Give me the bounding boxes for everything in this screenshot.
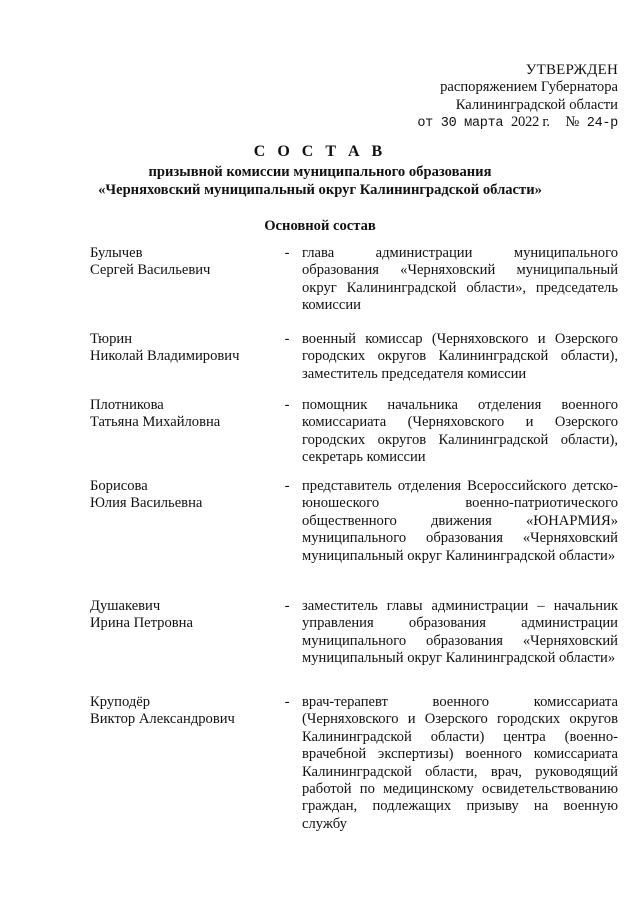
member-role: врач-терапевт военного комиссариата (Черняховского и Озерского городских округов Калининградской области) центра (военно-врачебной экспертизы) военного комиссариата Калининградской области, врач, руководящий работой по медицинскому освидетельствованию граждан, подлежащих призыву на военную службу (302, 694, 618, 832)
member-name (90, 598, 280, 633)
document-title-block (0, 143, 640, 199)
date-year: 2022 г. (511, 114, 550, 131)
member-given-names: Николай Владимирович (90, 348, 240, 365)
member-separator: - (284, 478, 290, 494)
date-day-month: 30 марта (440, 116, 504, 132)
member-given-names: Виктор Александрович (90, 711, 235, 728)
member-role: глава администрации муниципального образования «Черняховский муниципальный округ Калининградской области», председатель комиссии (302, 245, 618, 314)
member-given-names: Ирина Петровна (90, 615, 193, 632)
member-name (90, 397, 280, 432)
member-surname: Тюрин (90, 331, 133, 347)
document-subtitle-line-1: призывной комиссии муниципального образования (148, 164, 492, 181)
date-prefix: от (417, 116, 433, 132)
number-value: 24-р (586, 116, 618, 132)
member-separator: - (284, 598, 290, 614)
member-given-names: Сергей Васильевич (90, 262, 211, 279)
approval-date-line (400, 114, 618, 132)
document-title: С О С Т А В (253, 143, 387, 160)
member-given-names: Юлия Васильевна (90, 495, 203, 512)
approval-block (400, 62, 618, 133)
member-surname: Борисова (90, 478, 148, 494)
member-role: военный комиссар (Черняховского и Озерского городских округов Калининградской области), заместитель председателя комиссии (302, 331, 618, 382)
member-name (90, 478, 280, 513)
number-label: № (565, 114, 579, 131)
member-role: заместитель главы администрации – начальник управления образования администрации муниципального образования «Черняховский муниципальный округ Калининградской области» (302, 598, 618, 667)
member-role: представитель отделения Всероссийского детско-юношеского военно-патриотического общественного движения «ЮНАРМИЯ» муниципального образования «Черняховский муниципальный округ Калининградской области» (302, 478, 618, 564)
member-surname: Булычев (90, 245, 143, 261)
approval-line-2: Калининградской области (455, 96, 618, 113)
member-surname: Плотникова (90, 397, 164, 413)
approval-line-1: распоряжением Губернатора (440, 79, 618, 96)
approval-title: УТВЕРЖДЕН (525, 62, 618, 78)
document-subtitle-line-2: «Черняховский муниципальный округ Калининградской области» (98, 181, 542, 198)
member-separator: - (284, 331, 290, 347)
member-name (90, 245, 280, 280)
member-surname: Душакевич (90, 598, 161, 614)
member-separator: - (284, 245, 290, 261)
member-surname: Круподёр (90, 694, 151, 710)
member-name (90, 331, 280, 366)
section-heading: Основной состав (264, 218, 376, 234)
member-separator: - (284, 694, 290, 710)
member-role: помощник начальника отделения военного комиссариата (Черняховского и Озерского городских округов Калининградской области), секретарь комиссии (302, 397, 618, 466)
member-separator: - (284, 397, 290, 413)
member-name (90, 694, 280, 729)
member-given-names: Татьяна Михайловна (90, 414, 221, 431)
